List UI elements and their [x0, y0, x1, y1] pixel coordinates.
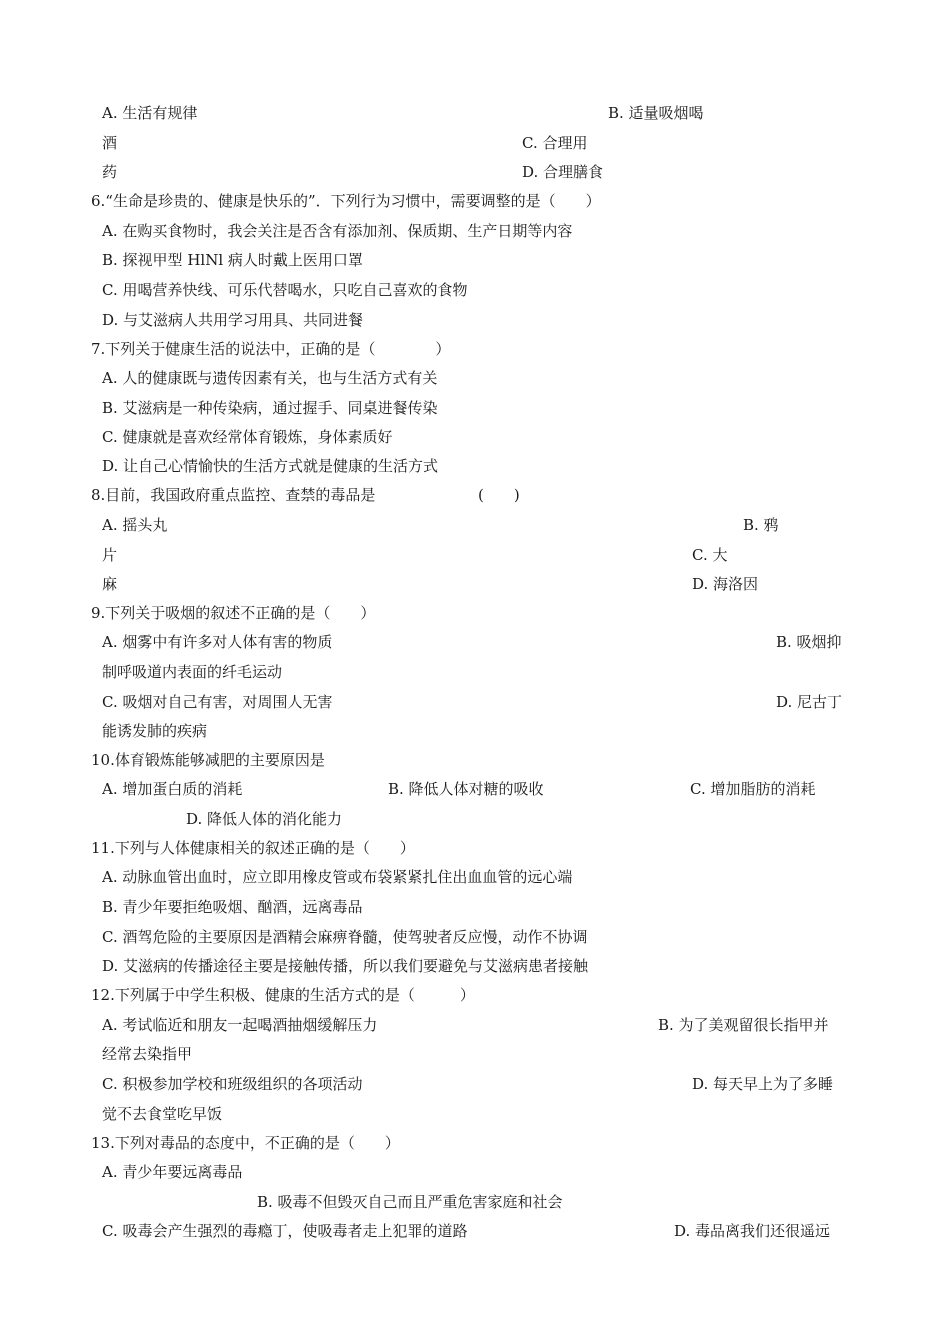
q12-stem: 12.下列属于中学生积极、健康的生活方式的是（ ）: [91, 986, 475, 1004]
q12-option-d: D. 每天早上为了多睡: [692, 1075, 834, 1093]
q11-option-a: A. 动脉血管出血时，应立即用橡皮管或布袋紧紧扎住出血血管的远心端: [102, 868, 573, 886]
q13-option-d: D. 毒品离我们还很遥远: [674, 1222, 831, 1240]
q8-option-a: A. 摇头丸: [102, 516, 168, 534]
q9-stem: 9.下列关于吸烟的叙述不正确的是（ ）: [91, 604, 376, 622]
q13-option-a: A. 青少年要远离毒品: [102, 1163, 243, 1181]
q5-option-c-continued: 药: [102, 163, 118, 181]
q9-option-c: C. 吸烟对自己有害，对周围人无害: [102, 693, 333, 711]
q10-option-a: A. 增加蛋白质的消耗: [102, 780, 243, 798]
q10-option-d: D. 降低人体的消化能力: [186, 810, 343, 828]
q9-option-b: B. 吸烟抑: [776, 633, 842, 651]
q13-option-c: C. 吸毒会产生强烈的毒瘾丁，使吸毒者走上犯罪的道路: [102, 1222, 468, 1240]
q8-option-c-continued: 麻: [102, 575, 118, 593]
q6-option-c: C. 用喝营养快线、可乐代替喝水，只吃自己喜欢的食物: [102, 281, 468, 299]
q12-option-b: B. 为了美观留很长指甲并: [658, 1016, 829, 1034]
q13-stem: 13.下列对毒品的态度中，不正确的是（ ）: [91, 1134, 400, 1152]
q6-option-d: D. 与艾滋病人共用学习用具、共同进餐: [102, 311, 364, 329]
q6-stem: 6.“生命是珍贵的、健康是快乐的”．下列行为习惯中，需要调整的是（ ）: [91, 192, 601, 210]
q8-option-b-continued: 片: [102, 546, 118, 564]
q7-option-c: C. 健康就是喜欢经常体育锻炼，身体素质好: [102, 428, 393, 446]
q5-option-d: D. 合理膳食: [522, 163, 604, 181]
q7-option-a: A. 人的健康既与遗传因素有关，也与生活方式有关: [102, 369, 438, 387]
q11-stem: 11.下列与人体健康相关的叙述正确的是（ ）: [91, 839, 415, 857]
q12-option-b-continued: 经常去染指甲: [102, 1045, 193, 1063]
q9-option-b-continued: 制呼吸道内表面的纤毛运动: [102, 663, 283, 681]
q6-option-b: B. 探视甲型 HlNl 病人时戴上医用口罩: [102, 251, 363, 269]
q10-option-c: C. 增加脂肪的消耗: [690, 780, 816, 798]
q5-option-b-continued: 酒: [102, 134, 118, 152]
q7-option-d: D. 让自己心情愉快的生活方式就是健康的生活方式: [102, 457, 439, 475]
q11-option-d: D. 艾滋病的传播途径主要是接触传播，所以我们要避免与艾滋病患者接触: [102, 957, 589, 975]
q8-option-c: C. 大: [692, 546, 728, 564]
q8-answer-bracket: ( ): [478, 486, 520, 504]
q10-option-b: B. 降低人体对糖的吸收: [388, 780, 544, 798]
q11-option-b: B. 青少年要拒绝吸烟、酗酒，远离毒品: [102, 898, 363, 916]
q8-stem: 8.目前，我国政府重点监控、查禁的毒品是: [91, 486, 376, 504]
q8-option-b: B. 鸦: [743, 516, 779, 534]
q7-option-b: B. 艾滋病是一种传染病，通过握手、同桌进餐传染: [102, 399, 438, 417]
q9-option-a: A. 烟雾中有许多对人体有害的物质: [102, 633, 333, 651]
q6-option-a: A. 在购买食物时，我会关注是否含有添加剂、保质期、生产日期等内容: [102, 222, 573, 240]
q5-option-c: C. 合理用: [522, 134, 588, 152]
q8-option-d: D. 海洛因: [692, 575, 759, 593]
q5-option-a: A. 生活有规律: [102, 104, 198, 122]
q11-option-c: C. 酒驾危险的主要原因是酒精会麻痹脊髓，使驾驶者反应慢，动作不协调: [102, 928, 588, 946]
q12-option-a: A. 考试临近和朋友一起喝酒抽烟缓解压力: [102, 1016, 378, 1034]
q9-option-d-continued: 能诱发肺的疾病: [102, 722, 208, 740]
q9-option-d: D. 尼古丁: [776, 693, 843, 711]
q12-option-d-continued: 觉不去食堂吃早饭: [102, 1105, 223, 1123]
q10-stem: 10.体育锻炼能够减肥的主要原因是: [91, 751, 325, 769]
q12-option-c: C. 积极参加学校和班级组织的各项活动: [102, 1075, 363, 1093]
q7-stem: 7.下列关于健康生活的说法中，正确的是（ ）: [91, 340, 451, 358]
q5-option-b: B. 适量吸烟喝: [608, 104, 704, 122]
q13-option-b: B. 吸毒不但毁灭自己而且严重危害家庭和社会: [257, 1193, 563, 1211]
